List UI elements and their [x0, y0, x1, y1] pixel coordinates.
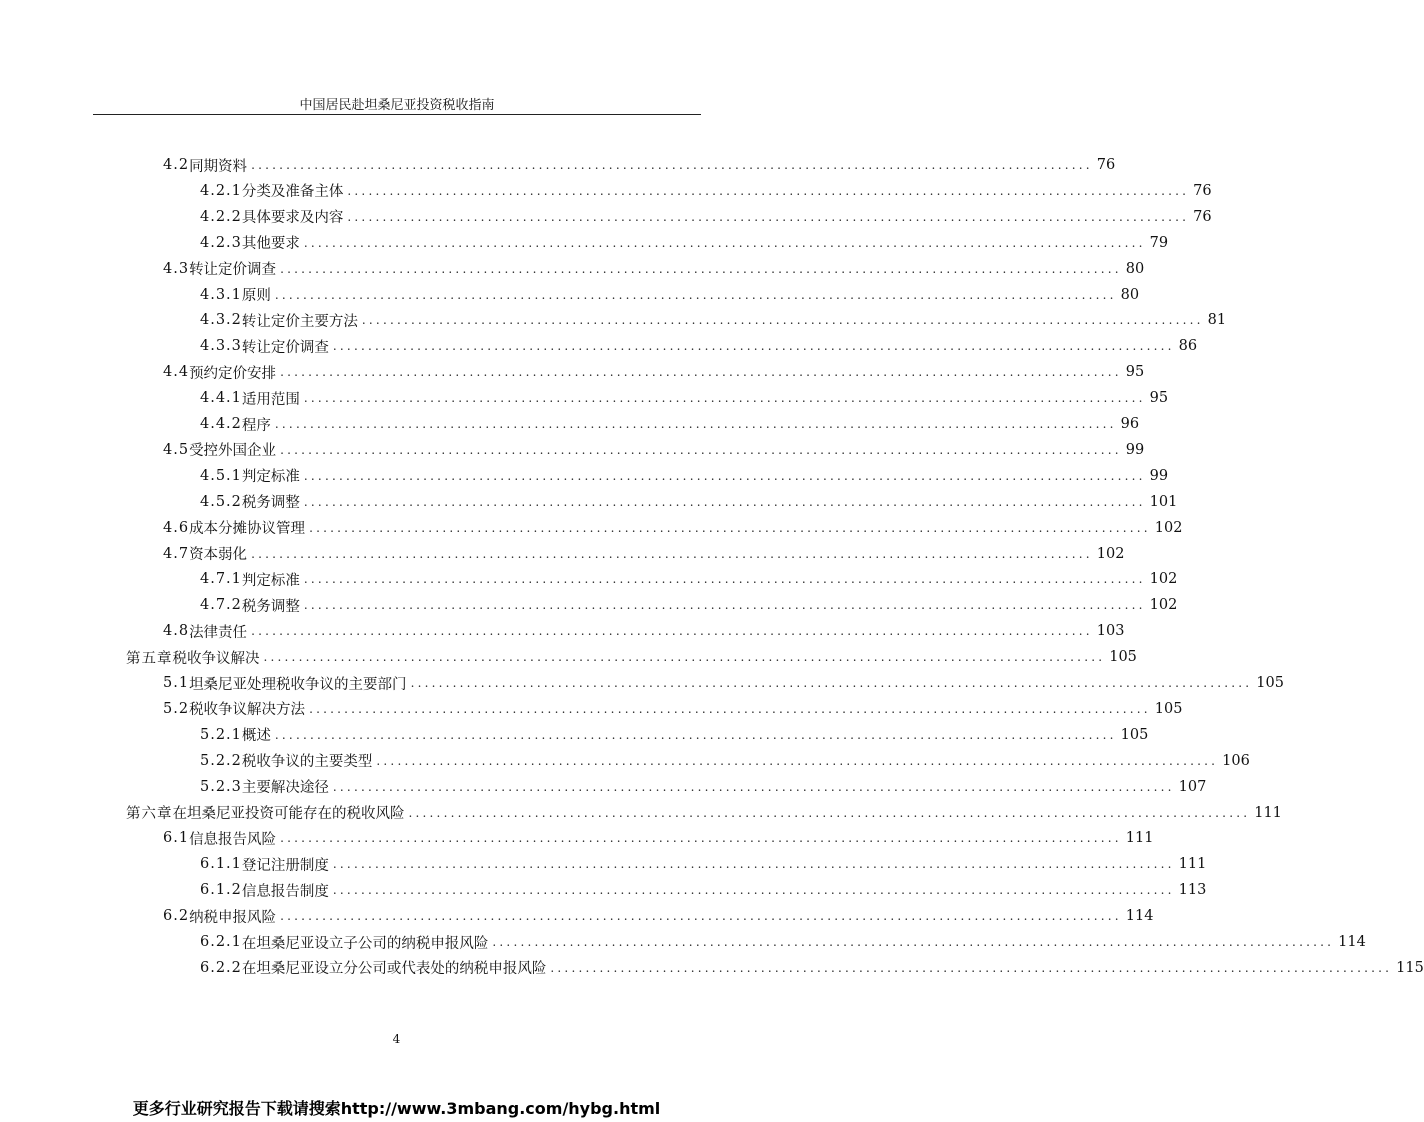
- toc-leader-dots: ........................................................................................................................: [280, 909, 1122, 924]
- toc-entry-number: 4.2: [163, 157, 190, 173]
- toc-leader-dots: ........................................................................................................................: [408, 805, 1251, 820]
- toc-entry-title: 在坦桑尼亚设立子公司的纳税申报风险: [241, 935, 489, 952]
- toc-leader-dots: ........................................................................................................................: [347, 183, 1190, 198]
- toc-leader-dots: ........................................................................................................................: [376, 753, 1219, 768]
- toc-entry-title: 纳税申报风险: [189, 909, 277, 926]
- toc-entry-page: 114: [1125, 908, 1154, 925]
- toc-leader-dots: ........................................................................................................................: [347, 209, 1190, 224]
- toc-entry-title: 原则: [241, 288, 271, 304]
- toc-entry-page: 79: [1149, 234, 1169, 251]
- toc-entry[interactable]: [163, 903, 1154, 929]
- toc-leader-dots: ........................................................................................................................: [251, 624, 1093, 639]
- toc-entry-title: 转让定价主要方法: [241, 313, 358, 330]
- toc-entry-title: 转让定价调查: [241, 339, 329, 356]
- toc-entry-title: 概述: [241, 728, 271, 745]
- toc-leader-dots: ........................................................................................................................: [274, 727, 1117, 742]
- toc-entry-title: 分类及准备主体: [241, 184, 344, 201]
- toc-entry[interactable]: [200, 877, 1207, 903]
- toc-entry-number: 4.3: [163, 260, 190, 277]
- toc-entry[interactable]: [163, 825, 1154, 851]
- toc-entry-number: 4.4: [163, 364, 190, 381]
- toc-entry-page: 81: [1207, 312, 1227, 329]
- toc-entry-title: 税务调整: [241, 495, 300, 512]
- download-banner: 更多行业研究报告下载请搜索http://www.3mbang.com/hybg.html: [132, 1099, 661, 1118]
- toc-entry-number: 6.2.1: [200, 934, 242, 950]
- toc-entry-title: 登记注册制度: [241, 857, 329, 874]
- toc-entry-title: 成本分摊协议管理: [189, 521, 306, 538]
- toc-entry-number: 4.3.3: [200, 338, 242, 355]
- toc-entry-number: 4.5.1: [200, 467, 242, 484]
- toc-entry-title: 税收争议的主要类型: [241, 754, 373, 771]
- toc-entry-page: 114: [1338, 934, 1366, 950]
- toc-entry-number: 5.2: [163, 700, 190, 717]
- toc-entry-page: 113: [1178, 882, 1207, 899]
- toc-entry-page: 102: [1096, 545, 1125, 562]
- toc-leader-dots: ........................................................................................................................: [309, 701, 1151, 716]
- toc-entry-page: 99: [1125, 441, 1145, 458]
- toc-entry-page: 76: [1193, 182, 1212, 199]
- toc-entry-number: 4.4.2: [200, 416, 242, 432]
- toc-entry-page: 80: [1125, 260, 1145, 277]
- toc-entry-page: 95: [1125, 364, 1145, 381]
- toc-entry[interactable]: [200, 333, 1198, 359]
- toc-entry-number: 4.3.1: [200, 286, 242, 303]
- toc-entry[interactable]: [126, 644, 1137, 670]
- toc-entry-title: 在坦桑尼亚投资可能存在的税收风险: [172, 806, 405, 822]
- toc-entry-page: 111: [1254, 804, 1282, 821]
- toc-entry[interactable]: [200, 592, 1178, 618]
- toc-entry-page: 76: [1193, 208, 1212, 225]
- toc-entry[interactable]: [163, 359, 1145, 385]
- toc-leader-dots: ........................................................................................................................: [303, 572, 1146, 587]
- toc-entry-page: 105: [1154, 700, 1183, 717]
- toc-entry[interactable]: [200, 566, 1178, 592]
- toc-leader-dots: ........................................................................................................................: [280, 261, 1122, 276]
- toc-leader-dots: ........................................................................................................................: [274, 417, 1117, 431]
- toc-leader-dots: ........................................................................................................................: [550, 960, 1393, 975]
- toc-entry-page: 86: [1178, 338, 1198, 355]
- toc-entry-number: 5.2.1: [200, 726, 242, 743]
- toc-entry-page: 102: [1154, 519, 1183, 536]
- toc-entry[interactable]: [200, 748, 1250, 774]
- toc-entry-title: 信息报告风险: [189, 831, 277, 848]
- toc-entry[interactable]: [200, 230, 1169, 256]
- toc-leader-dots: ........................................................................................................................: [309, 520, 1151, 535]
- toc-entry-page: 99: [1149, 467, 1169, 484]
- toc-leader-dots: ........................................................................................................................: [280, 831, 1122, 846]
- toc-entry-number: 4.7.1: [200, 571, 242, 588]
- toc-entry-page: 105: [1256, 675, 1284, 691]
- toc-entry-number: 4.2.1: [200, 182, 242, 199]
- toc-entry-title: 税收争议解决方法: [189, 702, 306, 719]
- toc-leader-dots: ........................................................................................................................: [263, 650, 1106, 665]
- toc-leader-dots: ........................................................................................................................: [303, 494, 1146, 509]
- toc-entry-title: 转让定价调查: [189, 262, 277, 279]
- toc-entry-title: 坦桑尼亚处理税收争议的主要部门: [189, 676, 407, 693]
- toc-entry[interactable]: [200, 489, 1178, 515]
- toc-entry[interactable]: [200, 722, 1149, 748]
- toc-entry-page: 105: [1120, 726, 1149, 743]
- toc-leader-dots: ........................................................................................................................: [303, 468, 1146, 483]
- toc-entry-number: 4.7: [163, 545, 190, 562]
- toc-entry-title: 税收争议解决: [172, 650, 260, 667]
- toc-entry[interactable]: [200, 385, 1169, 411]
- toc-entry[interactable]: [200, 411, 1140, 437]
- toc-entry-number: 6.1.1: [200, 856, 242, 873]
- toc-entry-page: 96: [1120, 416, 1140, 432]
- toc-entry-title: 其他要求: [241, 236, 300, 253]
- toc-entry[interactable]: [200, 774, 1207, 800]
- toc-leader-dots: ........................................................................................................................: [280, 442, 1122, 457]
- toc-entry-page: 107: [1178, 778, 1207, 795]
- toc-entry-title: 信息报告制度: [241, 883, 329, 900]
- toc-entry-page: 103: [1096, 623, 1125, 640]
- toc-entry-page: 111: [1178, 856, 1207, 873]
- toc-entry-title: 判定标准: [241, 572, 300, 589]
- toc-entry[interactable]: [200, 282, 1140, 308]
- toc-entry[interactable]: [200, 178, 1212, 204]
- toc-entry[interactable]: [200, 463, 1169, 489]
- toc-entry-number: 4.4.1: [200, 390, 242, 407]
- toc-leader-dots: ........................................................................................................................: [251, 158, 1093, 172]
- toc-entry-page: 102: [1149, 597, 1178, 614]
- toc-entry-number: 4.7.2: [200, 597, 242, 614]
- toc-leader-dots: ........................................................................................................................: [410, 676, 1253, 690]
- toc-leader-dots: ........................................................................................................................: [280, 365, 1122, 380]
- toc-entry[interactable]: [163, 515, 1183, 541]
- toc-entry-title: 适用范围: [241, 391, 300, 408]
- toc-entry-number: 4.8: [163, 623, 190, 640]
- toc-entry-title: 税务调整: [241, 598, 300, 615]
- toc-leader-dots: ........................................................................................................................: [332, 883, 1175, 898]
- toc-entry-title: 在坦桑尼亚设立分公司或代表处的纳税申报风险: [241, 961, 547, 978]
- toc-entry-page: 105: [1109, 649, 1137, 666]
- toc-leader-dots: ........................................................................................................................: [361, 313, 1204, 328]
- toc-entry-page: 102: [1149, 571, 1178, 588]
- toc-entry[interactable]: [163, 152, 1116, 178]
- toc-entry-number: 第五章: [126, 650, 173, 667]
- toc-entry-title: 资本弱化: [189, 547, 248, 563]
- toc-entry[interactable]: [200, 955, 1424, 981]
- toc-entry[interactable]: [163, 696, 1183, 722]
- toc-entry-page: 76: [1096, 157, 1116, 173]
- toc-entry-number: 6.1: [163, 830, 190, 847]
- page-number: 4: [392, 1032, 401, 1046]
- toc-entry-number: 4.6: [163, 519, 190, 536]
- toc-entry-number: 第六章: [126, 806, 173, 822]
- toc-entry[interactable]: [163, 618, 1125, 644]
- toc-entry[interactable]: [163, 437, 1145, 463]
- toc-entry-page: 95: [1149, 390, 1169, 407]
- toc-entry-number: 6.2.2: [200, 959, 242, 976]
- toc-entry-page: 106: [1222, 752, 1250, 769]
- toc-entry-title: 法律责任: [189, 624, 248, 641]
- toc-entry-number: 5.2.3: [200, 778, 242, 795]
- toc-entry-title: 判定标准: [241, 469, 300, 486]
- toc-entry[interactable]: [163, 670, 1284, 696]
- toc-leader-dots: ........................................................................................................................: [332, 857, 1175, 872]
- toc-entry-title: 具体要求及内容: [241, 210, 344, 227]
- toc-entry-number: 4.2.3: [200, 234, 242, 251]
- toc-entry-title: 预约定价安排: [189, 365, 277, 382]
- toc-entry-page: 80: [1120, 286, 1140, 303]
- toc-leader-dots: ........................................................................................................................: [251, 546, 1093, 561]
- toc-entry-page: 101: [1149, 493, 1178, 510]
- toc-leader-dots: ........................................................................................................................: [303, 391, 1146, 406]
- toc-entry[interactable]: [163, 256, 1145, 282]
- toc-entry-title: 程序: [241, 417, 271, 434]
- toc-entry[interactable]: [200, 307, 1227, 333]
- toc-entry-number: 4.5.2: [200, 493, 242, 510]
- toc-entry-number: 6.2: [163, 908, 190, 925]
- toc-entry-number: 4.3.2: [200, 312, 242, 329]
- toc-entry-page: 115: [1396, 959, 1424, 976]
- toc-entry-title: 主要解决途径: [241, 780, 329, 797]
- toc-leader-dots: ........................................................................................................................: [303, 598, 1146, 613]
- toc-entry-number: 5.2.2: [200, 752, 242, 769]
- toc-entry-number: 5.1: [163, 675, 190, 691]
- toc-leader-dots: ........................................................................................................................: [332, 779, 1175, 794]
- toc-entry[interactable]: [163, 541, 1125, 567]
- toc-leader-dots: ........................................................................................................................: [303, 235, 1146, 250]
- toc-entry[interactable]: [200, 851, 1207, 877]
- toc-entry-title: 受控外国企业: [189, 443, 277, 460]
- toc-entry-number: 4.2.2: [200, 208, 242, 225]
- header-divider: [93, 114, 701, 115]
- toc-leader-dots: ........................................................................................................................: [274, 287, 1117, 302]
- toc-entry-number: 4.5: [163, 441, 190, 458]
- running-header: 中国居民赴坦桑尼亚投资税收指南: [299, 98, 495, 113]
- toc-entry[interactable]: [126, 800, 1282, 826]
- toc-leader-dots: ........................................................................................................................: [492, 935, 1335, 949]
- toc-leader-dots: ........................................................................................................................: [332, 339, 1175, 354]
- toc-entry-page: 111: [1125, 830, 1154, 847]
- toc-entry-number: 6.1.2: [200, 882, 242, 899]
- toc-entry[interactable]: [200, 929, 1366, 955]
- toc-entry[interactable]: [200, 204, 1212, 230]
- toc-entry-title: 同期资料: [189, 158, 248, 175]
